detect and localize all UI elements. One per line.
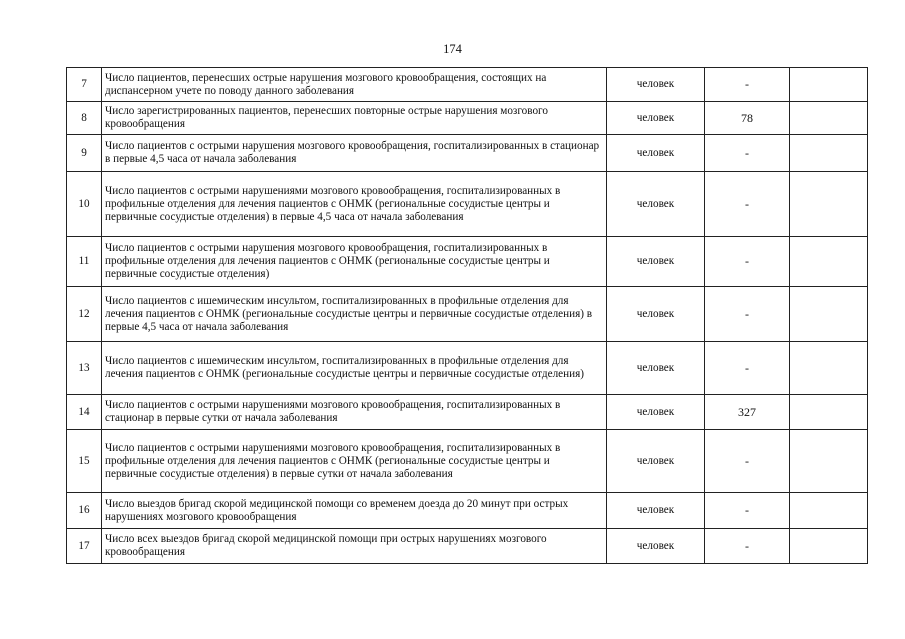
empty-cell [790, 342, 868, 395]
value-cell: - [705, 287, 790, 342]
table-row [67, 68, 868, 102]
empty-cell [790, 172, 868, 237]
table-row [67, 342, 868, 395]
value-cell: 78 [705, 102, 790, 135]
indicators-table [66, 67, 868, 564]
indicator-text: Число пациентов с острыми нарушения мозгового кровообращения, госпитализированных в стационар в первые 4,5 часа от начала заболевания [102, 135, 607, 172]
value-cell: - [705, 529, 790, 564]
table-row [67, 102, 868, 135]
value-cell: - [705, 135, 790, 172]
value-cell: - [705, 493, 790, 529]
unit-cell: человек [607, 529, 705, 564]
row-number: 9 [67, 135, 102, 172]
empty-cell [790, 68, 868, 102]
indicator-text: Число пациентов с острыми нарушениями мозгового кровообращения, госпитализированных в профильные отделения для лечения пациентов с ОНМК (региональные сосудистые центры и первичные сосудистые отделения) в первые 4,5 часа от начала заболевания [102, 172, 607, 237]
row-number: 10 [67, 172, 102, 237]
unit-cell: человек [607, 135, 705, 172]
empty-cell [790, 430, 868, 493]
row-number: 16 [67, 493, 102, 529]
indicator-text: Число зарегистрированных пациентов, перенесших повторные острые нарушения мозгового кровообращения [102, 102, 607, 135]
row-number: 12 [67, 287, 102, 342]
value-cell: - [705, 68, 790, 102]
indicator-text: Число пациентов с острыми нарушениями мозгового кровообращения, госпитализированных в стационар в первые сутки от начала заболевания [102, 395, 607, 430]
value-cell: - [705, 172, 790, 237]
row-number: 11 [67, 237, 102, 287]
empty-cell [790, 529, 868, 564]
unit-cell: человек [607, 342, 705, 395]
table-row [67, 237, 868, 287]
row-number: 15 [67, 430, 102, 493]
row-number: 14 [67, 395, 102, 430]
empty-cell [790, 237, 868, 287]
unit-cell: человек [607, 430, 705, 493]
row-number: 8 [67, 102, 102, 135]
unit-cell: человек [607, 237, 705, 287]
table-row [67, 135, 868, 172]
table-row [67, 395, 868, 430]
empty-cell [790, 493, 868, 529]
page-number: 174 [443, 42, 462, 56]
value-cell: 327 [705, 395, 790, 430]
unit-cell: человек [607, 172, 705, 237]
table-row [67, 529, 868, 564]
unit-cell: человек [607, 395, 705, 430]
indicator-text: Число пациентов с ишемическим инсультом, госпитализированных в профильные отделения для лечения пациентов с ОНМК (региональные сосудистые центры и первичные сосудистые отделения) [102, 342, 607, 395]
empty-cell [790, 395, 868, 430]
indicator-text: Число пациентов с острыми нарушения мозгового кровообращения, госпитализированных в профильные отделения для лечения пациентов с ОНМК (региональные сосудистые центры и первичные сосудистые отделения) [102, 237, 607, 287]
unit-cell: человек [607, 287, 705, 342]
table-row [67, 430, 868, 493]
row-number: 17 [67, 529, 102, 564]
table-row [67, 493, 868, 529]
row-number: 7 [67, 68, 102, 102]
unit-cell: человек [607, 102, 705, 135]
indicator-text: Число пациентов с острыми нарушениями мозгового кровообращения, госпитализированных в профильные отделения для лечения пациентов с ОНМК (региональные сосудистые центры и первичные сосудистые отделения) в первые сутки от начала заболевания [102, 430, 607, 493]
indicator-text: Число пациентов с ишемическим инсультом, госпитализированных в профильные отделения для лечения пациентов с ОНМК (региональные сосудистые центры и первичные сосудистые отделения) в первые 4,5 часа от начала заболевания [102, 287, 607, 342]
empty-cell [790, 135, 868, 172]
value-cell: - [705, 430, 790, 493]
unit-cell: человек [607, 493, 705, 529]
value-cell: - [705, 237, 790, 287]
empty-cell [790, 287, 868, 342]
indicator-text: Число всех выездов бригад скорой медицинской помощи при острых нарушениях мозгового кровообращения [102, 529, 607, 564]
value-cell: - [705, 342, 790, 395]
table-row [67, 172, 868, 237]
row-number: 13 [67, 342, 102, 395]
empty-cell [790, 102, 868, 135]
indicator-text: Число выездов бригад скорой медицинской помощи со временем доезда до 20 минут при острых нарушениях мозгового кровообращения [102, 493, 607, 529]
table-row [67, 287, 868, 342]
unit-cell: человек [607, 68, 705, 102]
indicator-text: Число пациентов, перенесших острые нарушения мозгового кровообращения, состоящих на диспансерном учете по поводу данного заболевания [102, 68, 607, 102]
